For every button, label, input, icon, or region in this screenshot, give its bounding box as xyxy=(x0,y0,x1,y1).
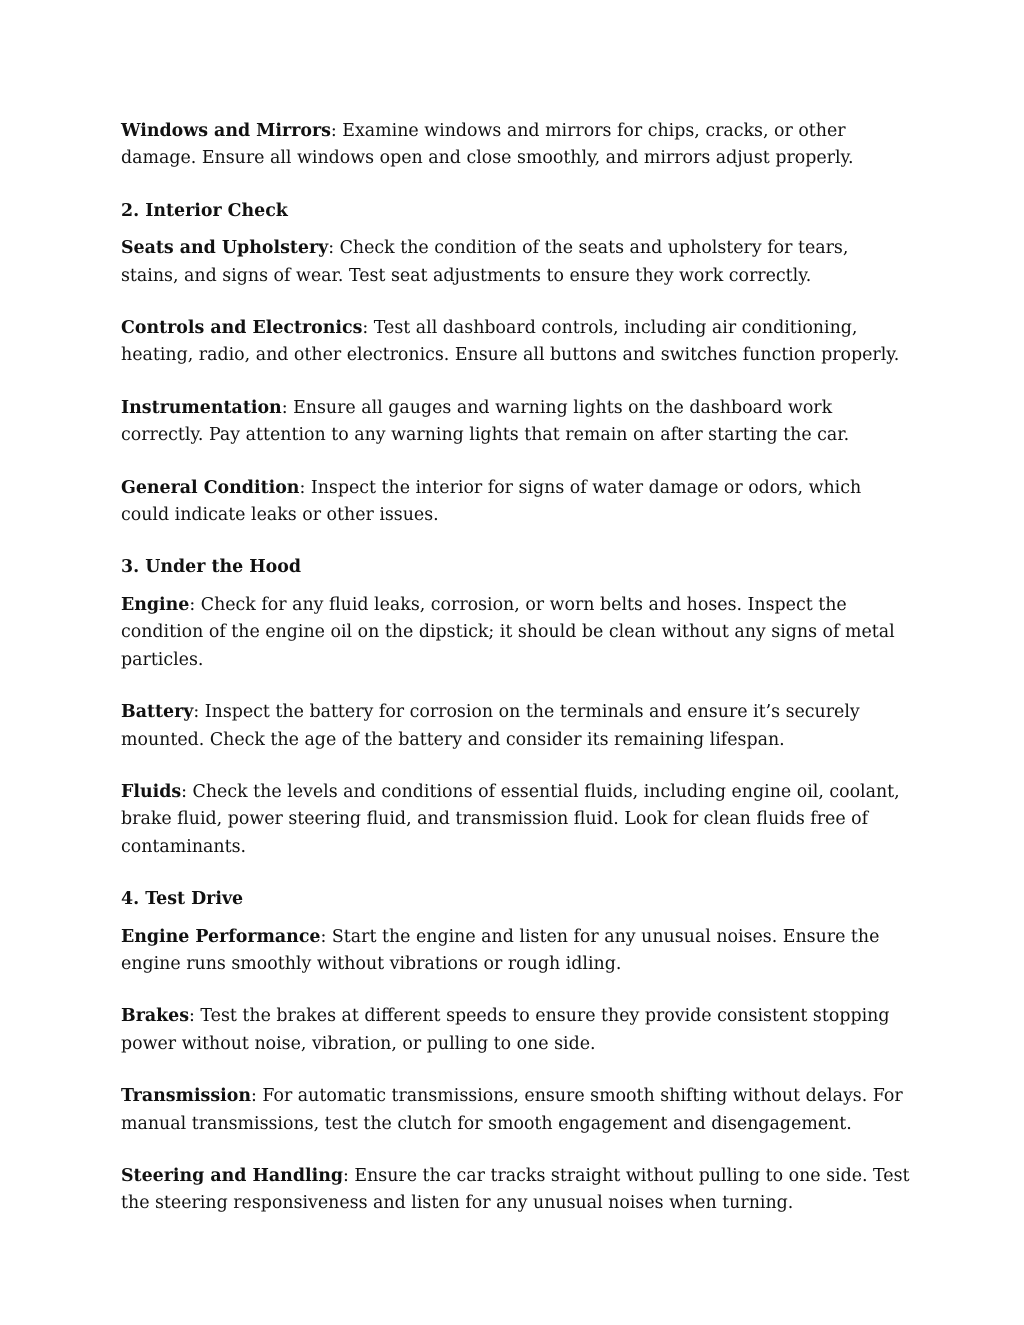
item-text: : Examine windows and mirrors for chips, cracks, or other damage. Ensure all windows open and close smoothly, and mirrors adjust properly. xyxy=(121,121,854,169)
item-battery xyxy=(121,699,911,754)
section-heading: 3. Under the Hood xyxy=(121,557,302,578)
item-text: : Inspect the interior for signs of water damage or odors, which could indicate leaks or other issues. xyxy=(121,477,862,526)
item-text: : Check the condition of the seats and upholstery for tears, stains, and signs of wear. Test seat adjustments to ensure they work correctly. xyxy=(121,238,849,286)
item-brakes xyxy=(121,1003,911,1058)
item-windows-and-mirrors xyxy=(121,118,911,173)
item-text: : Ensure all gauges and warning lights on the dashboard work correctly. Pay attention to any warning lights that remain on after starting the car. xyxy=(121,397,850,446)
section-test-drive xyxy=(121,886,911,1218)
section-heading: 4. Test Drive xyxy=(121,889,244,910)
item-term: Instrumentation xyxy=(121,397,282,418)
item-term: Brakes xyxy=(121,1006,190,1027)
item-text: : For automatic transmissions, ensure smooth shifting without delays. For manual transmissions, test the clutch for smooth engagement and disengagement. xyxy=(121,1086,903,1134)
item-steering-and-handling xyxy=(121,1163,911,1218)
item-term: Fluids xyxy=(121,781,182,802)
item-term: General Condition xyxy=(121,477,300,498)
item-text: : Check the levels and conditions of essential fluids, including engine oil, coolant, brake fluid, power steering fluid, and transmission fluid. Look for clean fluids free of contaminants. xyxy=(121,781,900,857)
item-instrumentation xyxy=(121,395,911,450)
item-term: Controls and Electronics xyxy=(121,318,363,339)
item-term: Engine xyxy=(121,594,190,615)
document-page xyxy=(121,118,911,1243)
item-term: Seats and Upholstery xyxy=(121,238,329,259)
section-interior-check xyxy=(121,198,911,530)
item-term: Battery xyxy=(121,702,194,723)
item-fluids xyxy=(121,779,911,861)
item-engine-performance xyxy=(121,924,911,979)
item-term: Steering and Handling xyxy=(121,1165,343,1186)
section-heading: 2. Interior Check xyxy=(121,200,288,221)
item-seats-and-upholstery xyxy=(121,235,911,290)
item-term: Transmission xyxy=(121,1086,251,1107)
item-term: Engine Performance xyxy=(121,926,321,947)
item-transmission xyxy=(121,1083,911,1138)
item-term: Windows and Mirrors xyxy=(121,121,331,141)
item-text: : Inspect the battery for corrosion on the terminals and ensure it’s securely mounted. Check the age of the battery and consider its remaining lifespan. xyxy=(121,702,860,750)
item-text: : Test the brakes at different speeds to ensure they provide consistent stopping power without noise, vibration, or pulling to one side. xyxy=(121,1006,890,1054)
item-text: : Test all dashboard controls, including air conditioning, heating, radio, and other electronics. Ensure all buttons and switches function properly. xyxy=(121,318,900,366)
item-text: : Start the engine and listen for any unusual noises. Ensure the engine runs smoothly without vibrations or rough idling. xyxy=(121,926,880,974)
section-under-the-hood xyxy=(121,554,911,861)
item-controls-and-electronics xyxy=(121,315,911,370)
item-general-condition xyxy=(121,475,911,530)
item-text: : Ensure the car tracks straight without pulling to one side. Test the steering responsiveness and listen for any unusual noises when turning. xyxy=(121,1165,910,1214)
item-engine xyxy=(121,592,911,674)
item-text: : Check for any fluid leaks, corrosion, or worn belts and hoses. Inspect the condition of the engine oil on the dipstick; it should be clean without any signs of metal particles. xyxy=(121,594,895,670)
